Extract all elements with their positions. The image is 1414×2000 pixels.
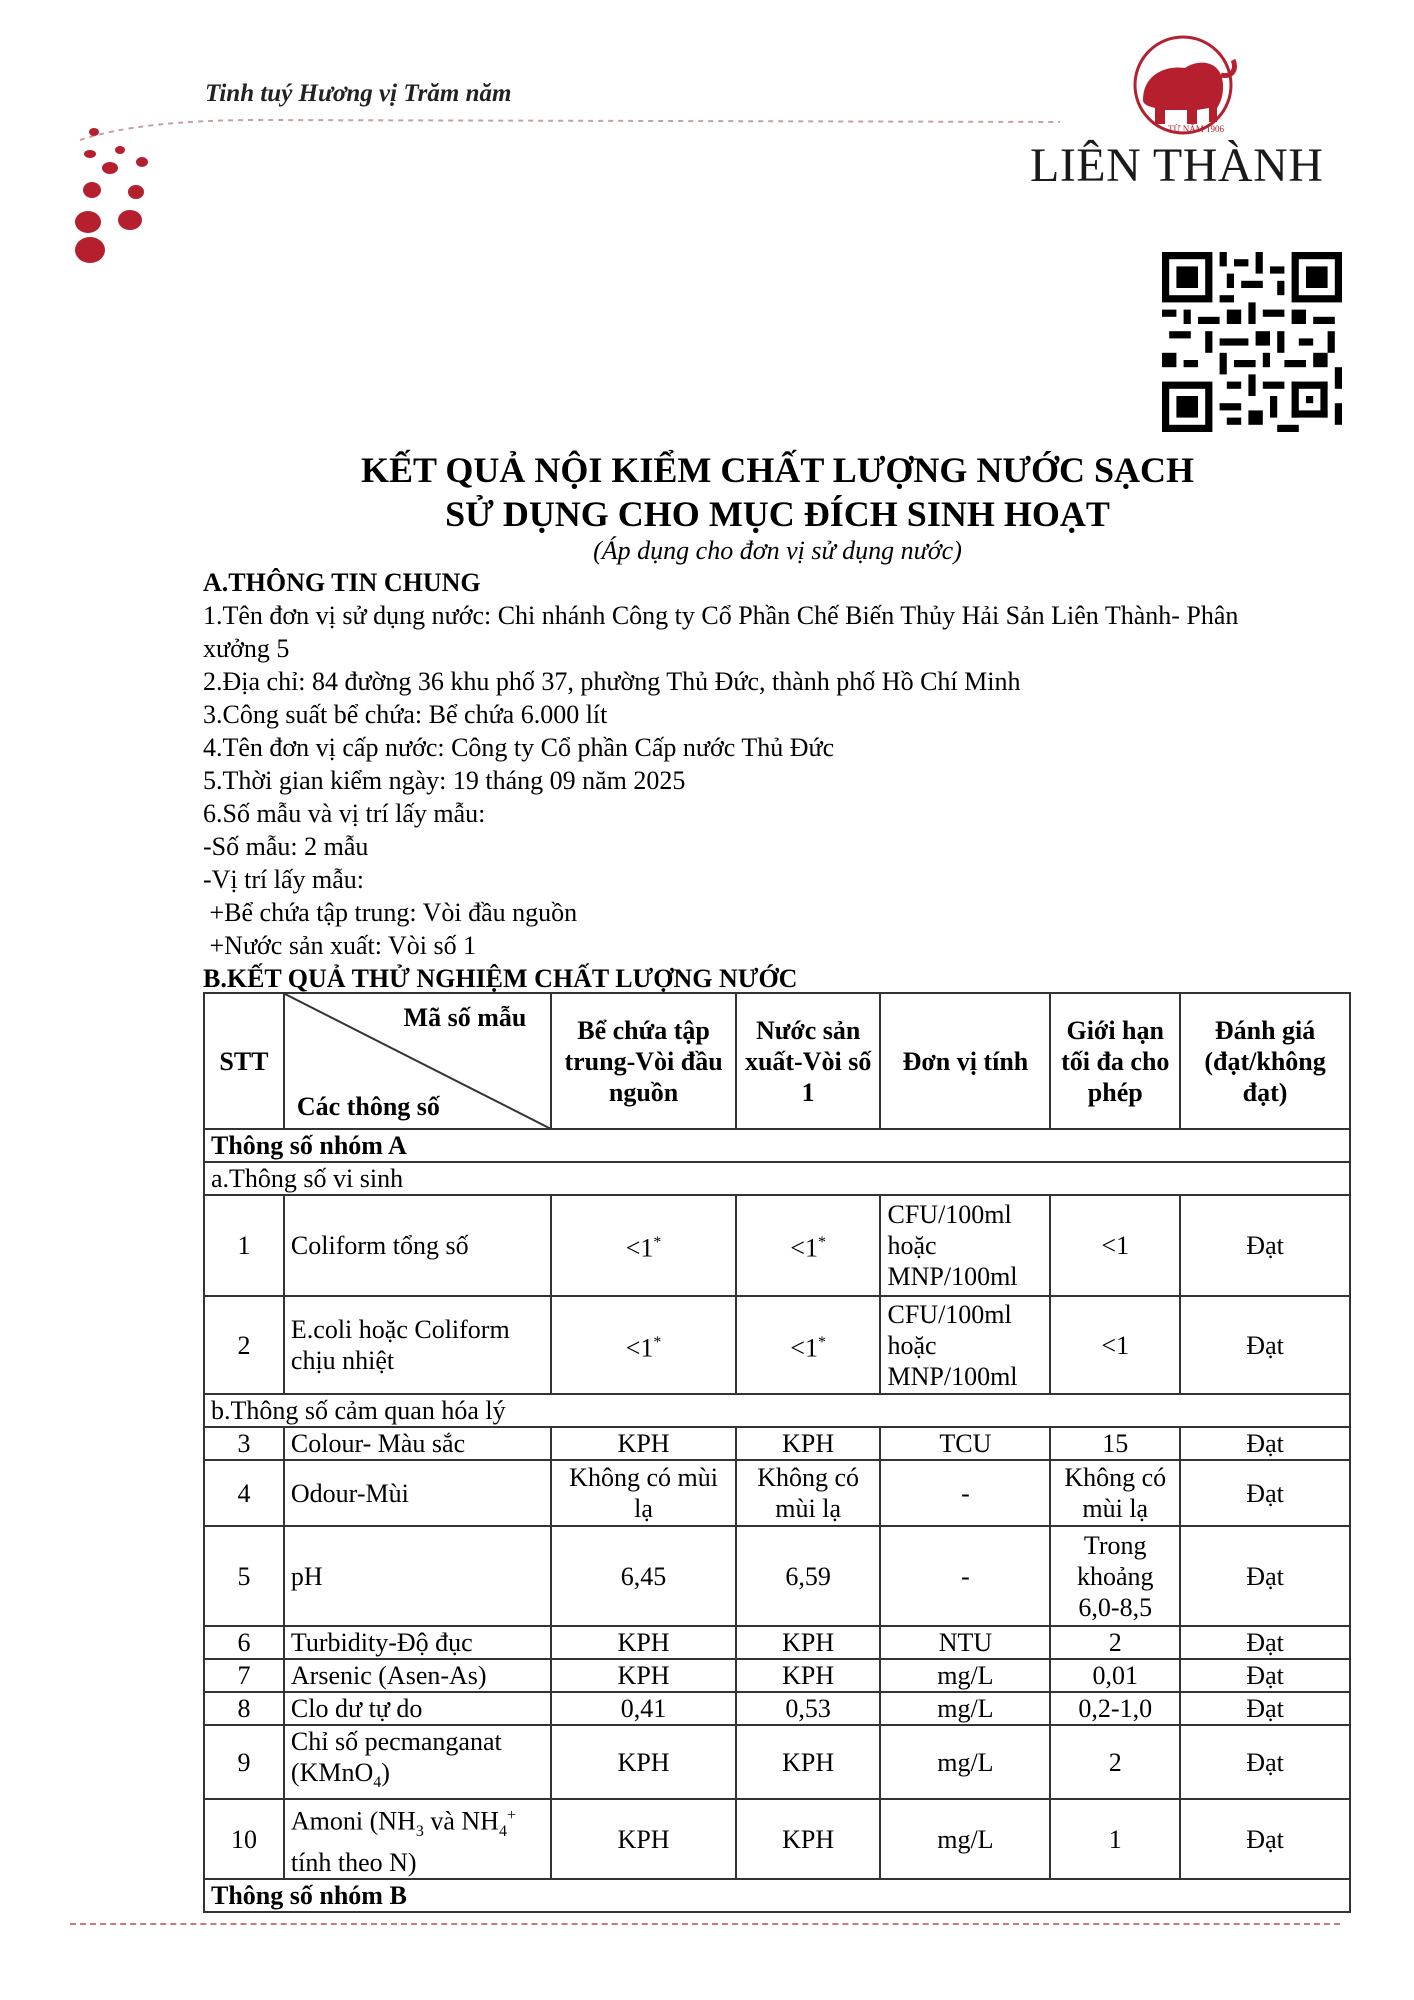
cell-eval: Đạt (1180, 1460, 1350, 1526)
cell-unit: - (880, 1460, 1050, 1526)
subscript: 3 (415, 1823, 424, 1841)
group-row (204, 1129, 1350, 1162)
footnote-mark: * (817, 1234, 826, 1252)
cell-stt: 8 (204, 1692, 284, 1725)
title-line-2: SỬ DỤNG CHO MỤC ĐÍCH SINH HOẠT (445, 494, 1110, 534)
title-line-1: KẾT QUẢ NỘI KIỂM CHẤT LƯỢNG NƯỚC SẠCH (360, 450, 1195, 490)
cell-limit: Trong khoảng 6,0-8,5 (1050, 1526, 1180, 1626)
header-unit: Đơn vị tính (880, 993, 1050, 1129)
table-row (204, 1725, 1350, 1799)
cell-v1: KPH (551, 1626, 735, 1659)
cell-eval: Đạt (1180, 1195, 1350, 1296)
cell-limit: 15 (1050, 1427, 1180, 1460)
cell-eval: Đạt (1180, 1296, 1350, 1394)
table-row (204, 1692, 1350, 1725)
cell-name (284, 1725, 551, 1799)
cell-stt: 5 (204, 1526, 284, 1626)
document-title (0, 448, 1414, 536)
cell-limit: 2 (1050, 1725, 1180, 1799)
cell-v2: 6,59 (736, 1526, 881, 1626)
cell-stt: 4 (204, 1460, 284, 1526)
value: <1 (790, 1233, 818, 1263)
cell-eval: Đạt (1180, 1659, 1350, 1692)
cell-v1: KPH (551, 1427, 735, 1460)
value: <1 (625, 1233, 654, 1263)
table-row (204, 1526, 1350, 1626)
cell-limit: <1 (1050, 1195, 1180, 1296)
table-row (204, 1427, 1350, 1460)
cell-stt: 10 (204, 1799, 284, 1879)
info-line-5: 5.Thời gian kiểm ngày: 19 tháng 09 năm 2025 (203, 766, 686, 795)
footnote-mark: * (653, 1333, 662, 1351)
cell-v2: KPH (736, 1626, 881, 1659)
info-line-3: 3.Công suất bể chứa: Bể chứa 6.000 lít (203, 700, 608, 729)
footer-divider (70, 1923, 1340, 1925)
info-line-2: 2.Địa chỉ: 84 đường 36 khu phố 37, phường Thủ Đức, thành phố Hồ Chí Minh (203, 667, 1021, 696)
cell-limit: 0,01 (1050, 1659, 1180, 1692)
cell-eval: Đạt (1180, 1526, 1350, 1626)
info-line-1b: xưởng 5 (203, 634, 290, 663)
cell-name: Clo dư tự do (284, 1692, 551, 1725)
value: <1 (625, 1333, 654, 1363)
info-line-4: 4.Tên đơn vị cấp nước: Công ty Cổ phần Cấp nước Thủ Đức (203, 733, 835, 762)
cell-name: Turbidity-Độ đục (284, 1626, 551, 1659)
cell-v1: 6,45 (551, 1526, 735, 1626)
table-header-row (204, 993, 1350, 1129)
info-line-10: +Nước sản xuất: Vòi số 1 (203, 931, 477, 960)
cell-v2 (736, 1296, 881, 1394)
footnote-mark: * (817, 1333, 826, 1351)
header-col2: Nước sản xuất-Vòi số 1 (736, 993, 881, 1129)
cell-v1: KPH (551, 1659, 735, 1692)
cell-stt: 1 (204, 1195, 284, 1296)
group-b-label: Thông số nhóm B (204, 1879, 1350, 1912)
name-part: và NH (423, 1806, 499, 1836)
name-part: Chỉ số pecmanganat (KMnO (290, 1727, 502, 1787)
group-row (204, 1879, 1350, 1912)
table-row (204, 1799, 1350, 1879)
cell-v1 (551, 1296, 735, 1394)
cell-name: Colour- Màu sắc (284, 1427, 551, 1460)
value: <1 (790, 1333, 818, 1363)
name-part: tính theo N) (290, 1848, 417, 1878)
table-row (204, 1460, 1350, 1526)
header-sample-code: Mã số mẫu (403, 1003, 527, 1032)
cell-limit: 1 (1050, 1799, 1180, 1879)
document-subtitle: (Áp dụng cho đơn vị sử dụng nước) (593, 536, 962, 565)
cell-limit: Không có mùi lạ (1050, 1460, 1180, 1526)
cell-v1 (551, 1195, 735, 1296)
cell-unit: CFU/100ml hoặc MNP/100ml (880, 1195, 1050, 1296)
table-row (204, 1296, 1350, 1394)
header-diagonal (284, 993, 551, 1129)
info-line-1a: 1.Tên đơn vị sử dụng nước: Chi nhánh Công ty Cổ Phần Chế Biến Thủy Hải Sản Liên Thành- Phân (203, 601, 1239, 630)
cell-v2: KPH (736, 1725, 881, 1799)
cell-eval: Đạt (1180, 1626, 1350, 1659)
subgroup-a-label: a.Thông số vi sinh (204, 1162, 1350, 1195)
cell-unit: mg/L (880, 1659, 1050, 1692)
cell-unit: - (880, 1526, 1050, 1626)
info-line-7: -Số mẫu: 2 mẫu (203, 832, 369, 861)
cell-unit: NTU (880, 1626, 1050, 1659)
cell-v1: KPH (551, 1725, 735, 1799)
cell-name: Arsenic (Asen-As) (284, 1659, 551, 1692)
group-a-label: Thông số nhóm A (204, 1129, 1350, 1162)
brand-name: LIÊN THÀNH (1030, 139, 1324, 192)
header-col1: Bể chứa tập trung-Vòi đầu nguồn (551, 993, 735, 1129)
footnote-mark: * (653, 1234, 662, 1252)
cell-v2: Không có mùi lạ (736, 1460, 881, 1526)
cell-stt: 6 (204, 1626, 284, 1659)
cell-v2: KPH (736, 1427, 881, 1460)
cell-unit: TCU (880, 1427, 1050, 1460)
section-b-heading: B.KẾT QUẢ THỬ NGHIỆM CHẤT LƯỢNG NƯỚC (203, 964, 798, 993)
name-part: Amoni (NH (290, 1806, 416, 1836)
cell-limit: <1 (1050, 1296, 1180, 1394)
cell-name: pH (284, 1526, 551, 1626)
cell-eval: Đạt (1180, 1725, 1350, 1799)
cell-eval: Đạt (1180, 1692, 1350, 1725)
header-params: Các thông số (296, 1092, 440, 1121)
qr-code (1162, 252, 1342, 432)
cell-stt: 2 (204, 1296, 284, 1394)
header-stt: STT (204, 993, 284, 1129)
slogan: Tinh tuý Hương vị Trăm năm (205, 80, 512, 107)
name-part: ) (381, 1758, 390, 1787)
cell-eval: Đạt (1180, 1799, 1350, 1879)
cell-v2: KPH (736, 1799, 881, 1879)
cell-unit: mg/L (880, 1725, 1050, 1799)
table-row (204, 1626, 1350, 1659)
cell-unit: mg/L (880, 1799, 1050, 1879)
general-info (203, 566, 1358, 995)
cell-name: Odour-Mùi (284, 1460, 551, 1526)
cell-stt: 9 (204, 1725, 284, 1799)
results-table (203, 992, 1351, 1913)
cell-eval: Đạt (1180, 1427, 1350, 1460)
subgroup-row (204, 1162, 1350, 1195)
cell-limit: 2 (1050, 1626, 1180, 1659)
header-eval: Đánh giá (đạt/không đạt) (1180, 993, 1350, 1129)
cell-v1: KPH (551, 1799, 735, 1879)
subgroup-row (204, 1394, 1350, 1427)
table-row (204, 1195, 1350, 1296)
superscript: + (506, 1807, 516, 1825)
cell-limit: 0,2-1,0 (1050, 1692, 1180, 1725)
cell-name: Coliform tổng số (284, 1195, 551, 1296)
cell-unit: mg/L (880, 1692, 1050, 1725)
section-a-heading: A.THÔNG TIN CHUNG (203, 568, 481, 597)
cell-v2: KPH (736, 1659, 881, 1692)
subscript: 4 (373, 1774, 382, 1792)
cell-v2 (736, 1195, 881, 1296)
cell-stt: 3 (204, 1427, 284, 1460)
info-line-8: -Vị trí lấy mẫu: (203, 865, 365, 894)
cell-name: E.coli hoặc Coliform chịu nhiệt (284, 1296, 551, 1394)
info-line-6: 6.Số mẫu và vị trí lấy mẫu: (203, 799, 486, 828)
since-badge: TỪ NĂM 1906 (1168, 124, 1224, 134)
table-row (204, 1659, 1350, 1692)
cell-stt: 7 (204, 1659, 284, 1692)
cell-v1: Không có mùi lạ (551, 1460, 735, 1526)
subgroup-b-label: b.Thông số cảm quan hóa lý (204, 1394, 1350, 1427)
cell-name (284, 1799, 551, 1879)
cell-v1: 0,41 (551, 1692, 735, 1725)
cell-unit: CFU/100ml hoặc MNP/100ml (880, 1296, 1050, 1394)
header-limit: Giới hạn tối đa cho phép (1050, 993, 1180, 1129)
cell-v2: 0,53 (736, 1692, 881, 1725)
subscript: 4 (498, 1823, 507, 1841)
info-line-9: +Bể chứa tập trung: Vòi đầu nguồn (203, 898, 578, 927)
